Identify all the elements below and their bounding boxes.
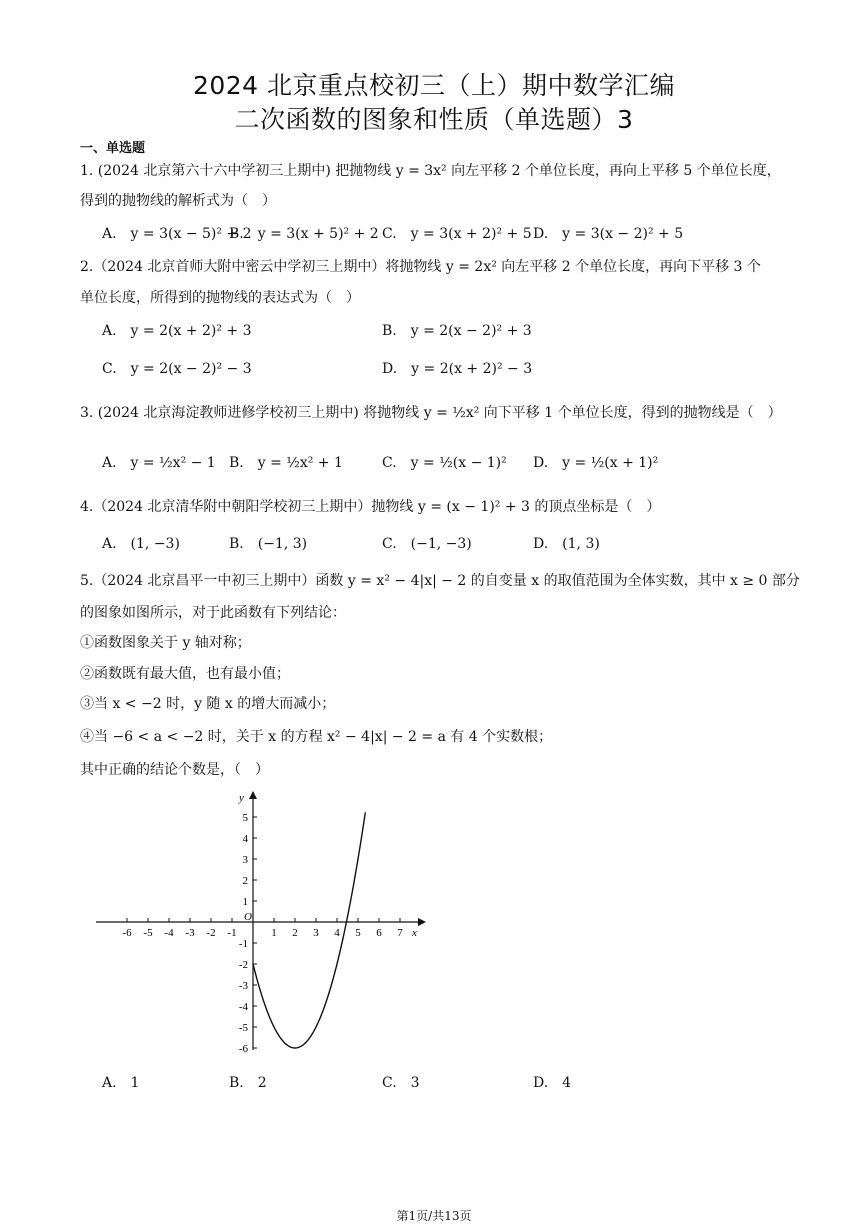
x-tick-label: 1 <box>271 927 277 939</box>
q1-stem-cont: 得到的抛物线的解析式为（ ） <box>80 193 276 209</box>
q2-option-a: A. y = 2(x + 2)² + 3 <box>102 323 252 339</box>
q2-option-c: C. y = 2(x − 2)² − 3 <box>102 361 252 377</box>
x-tick-label: 4 <box>334 927 340 939</box>
q3-option-c: C. y = ½(x − 1)² <box>382 455 507 471</box>
q4-option-b: B. (−1, 3) <box>229 536 308 552</box>
q2-option-b: B. y = 2(x − 2)² + 3 <box>382 323 532 339</box>
x-tick-label: -5 <box>143 927 153 939</box>
q2-stem: 2.（2024 北京首师大附中密云中学初三上期中）将抛物线 y = 2x² 向左平移 2 个单位长度，再向下平移 3 个 <box>80 259 761 275</box>
y-tick-label: 3 <box>242 854 248 866</box>
y-tick-label: -2 <box>238 959 248 971</box>
y-tick-label: -1 <box>238 938 248 950</box>
y-tick-label: -3 <box>238 980 248 992</box>
q1-option-a: A. y = 3(x − 5)² + 2 <box>102 226 252 242</box>
y-axis-label: y <box>239 792 244 804</box>
graph-axes <box>96 791 426 1050</box>
x-tick-label: 7 <box>397 927 403 939</box>
y-tick-label: 5 <box>242 812 248 824</box>
q4-option-c: C. (−1, −3) <box>382 536 472 552</box>
y-tick-label: -4 <box>238 1001 248 1013</box>
q5-option-a: A. 1 <box>102 1075 140 1091</box>
page-title-line1: 2024 北京重点校初三（上）期中数学汇编 <box>192 71 676 100</box>
q3-stem: 3. (2024 北京海淀教师进修学校初三上期中) 将抛物线 y = ½x² 向下平移 1 个单位长度，得到的抛物线是（ ） <box>80 405 782 421</box>
x-tick-label: -6 <box>122 927 132 939</box>
q1-option-b: B. y = 3(x + 5)² + 2 <box>229 226 379 242</box>
x-tick-label: 6 <box>376 927 382 939</box>
x-tick-label: 3 <box>313 927 319 939</box>
q2-stem-cont: 单位长度，所得到的抛物线的表达式为（ ） <box>80 290 360 306</box>
q5-option-b: B. 2 <box>229 1075 267 1091</box>
q5-stem: 5.（2024 北京昌平一中初三上期中）函数 y = x² − 4|x| − 2 的自变量 x 的取值范围为全体实数，其中 x ≥ 0 部分 <box>80 573 800 589</box>
q5-conclusion-2: ②函数既有最大值，也有最小值； <box>80 666 290 682</box>
q3-option-d: D. y = ½(x + 1)² <box>533 455 659 471</box>
q1-option-d: D. y = 3(x − 2)² + 5 <box>533 226 684 242</box>
y-axis-arrow <box>249 791 257 799</box>
q5-conclusion-3: ③当 x < −2 时，y 随 x 的增大而减小； <box>80 696 336 712</box>
x-tick-label: -1 <box>227 927 237 939</box>
q5-stem-cont: 的图象如图所示，对于此函数有下列结论： <box>80 605 346 621</box>
q5-option-c: C. 3 <box>382 1075 420 1091</box>
y-tick-label: 4 <box>242 833 248 845</box>
q3-option-b: B. y = ½x² + 1 <box>229 455 343 471</box>
q4-option-d: D. (1, 3) <box>533 536 600 552</box>
x-axis-label: x <box>412 927 417 939</box>
parabola-graph <box>90 785 435 1060</box>
q5-conclusion-4: ④当 −6 < a < −2 时，关于 x 的方程 x² − 4|x| − 2 = a 有 4 个实数根； <box>80 729 553 745</box>
q4-option-a: A. (1, −3) <box>102 536 180 552</box>
q2-option-d: D. y = 2(x + 2)² − 3 <box>382 361 533 377</box>
q5-question: 其中正确的结论个数是，（ ） <box>80 762 269 778</box>
y-tick-label: -5 <box>238 1022 248 1034</box>
page-footer: 第1页/共13页 <box>396 1209 472 1223</box>
x-tick-label: -2 <box>206 927 216 939</box>
x-axis-arrow <box>418 918 426 926</box>
x-tick-label: -3 <box>185 927 195 939</box>
q1-option-c: C. y = 3(x + 2)² + 5 <box>382 226 532 242</box>
x-tick-label: -4 <box>164 927 174 939</box>
q4-stem: 4.（2024 北京清华附中朝阳学校初三上期中）抛物线 y = (x − 1)² + 3 的顶点坐标是（ ） <box>80 499 661 515</box>
y-tick-label: 2 <box>242 875 248 887</box>
y-tick-label: 1 <box>242 896 248 908</box>
q1-stem: 1. (2024 北京第六十六中学初三上期中) 把抛物线 y = 3x² 向左平移 2 个单位长度，再向上平移 5 个单位长度， <box>80 163 781 179</box>
q5-option-d: D. 4 <box>533 1075 572 1091</box>
origin-label: O <box>244 911 252 923</box>
x-tick-label: 2 <box>292 927 298 939</box>
parabola-curve <box>253 812 365 1048</box>
page-title-line2: 二次函数的图象和性质（单选题）3 <box>234 105 634 134</box>
y-tick-label: -6 <box>238 1043 248 1055</box>
q3-option-a: A. y = ½x² − 1 <box>102 455 216 471</box>
section-label: 一、单选题 <box>80 141 146 156</box>
q5-conclusion-1: ①函数图象关于 y 轴对称； <box>80 635 251 651</box>
x-tick-label: 5 <box>355 927 361 939</box>
